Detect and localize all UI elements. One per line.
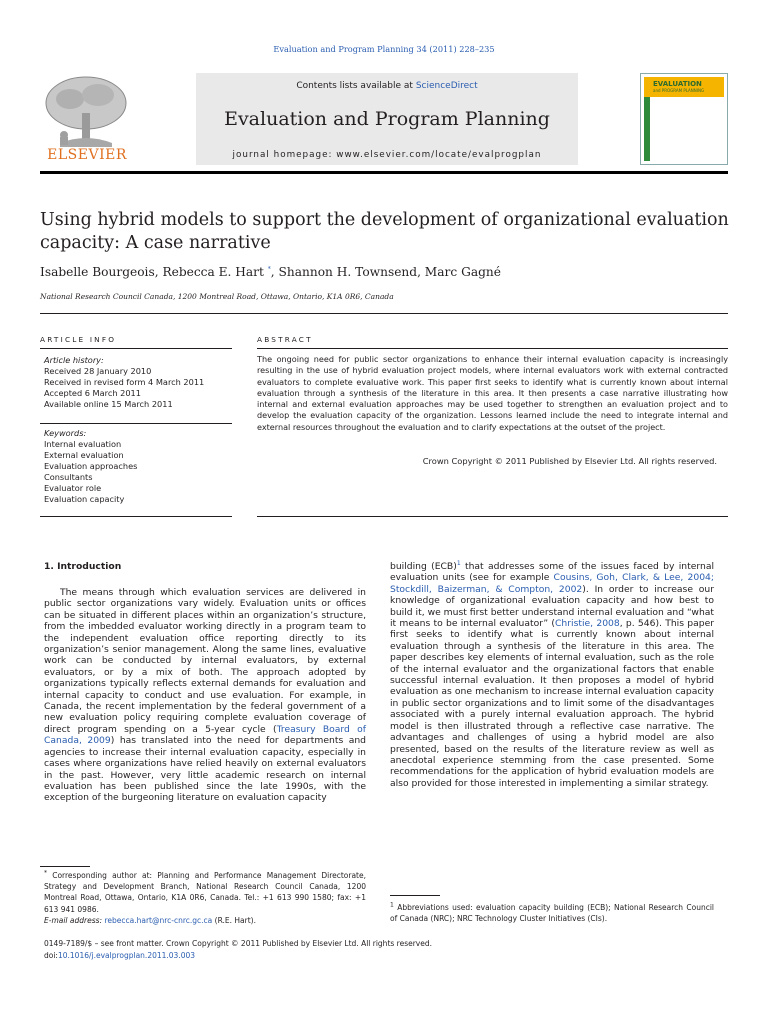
- divider: [257, 516, 728, 517]
- abstract-text: The ongoing need for public sector organizations to enhance their internal evaluation capacity is increasingly resulting in the use of hybrid evaluation project models, where internal evaluators work with external contracted evaluators to complete evaluative work. This paper first seeks to identify what is currently known about internal evaluation through a synthesis of the literature in this area. It then presents a case narrative illustrating how internal and external evaluation approaches may be used together to strengthen an evaluation project and to develop the evaluation capacity of the organization. Lessons learned include the need to integrate internal and external resources throughout the evaluation and to clarify expectations at the outset of the project.: [257, 354, 728, 432]
- journal-title: Evaluation and Program Planning: [224, 108, 550, 130]
- history-item: Received 28 January 2010: [44, 366, 152, 376]
- keyword-item: Evaluation capacity: [44, 494, 125, 504]
- article-title: Using hybrid models to support the development of organizational evaluation capacity: A case narrative: [40, 210, 729, 253]
- abstract-heading: ABSTRACT: [257, 335, 313, 344]
- footnote-mark[interactable]: 1: [456, 559, 461, 567]
- header-rule: [40, 171, 728, 174]
- issn-line: 0149-7189/$ – see front matter. Crown Copyright © 2011 Published by Elsevier Ltd. All rights reserved.: [44, 939, 433, 948]
- history-item: Available online 15 March 2011: [44, 399, 173, 409]
- abstract-copyright: Crown Copyright © 2011 Published by Elsevier Ltd. All rights reserved.: [422, 456, 717, 466]
- cover-subtitle: and PROGRAM PLANNING: [653, 88, 705, 93]
- citation-link[interactable]: Cousins, Goh, Clark, & Lee, 2004; Stockdill, Baizerman, & Compton, 2002: [390, 572, 714, 595]
- citation-link[interactable]: Christie, 2008: [555, 618, 620, 630]
- keyword-item: Evaluator role: [44, 483, 102, 493]
- sciencedirect-link[interactable]: ScienceDirect: [415, 81, 478, 91]
- journal-reference-link[interactable]: Evaluation and Program Planning 34 (2011) 228–235: [273, 44, 495, 54]
- keyword-item: Internal evaluation: [44, 439, 122, 449]
- article-info-heading: ARTICLE INFO: [40, 335, 117, 344]
- journal-cover-image: [640, 73, 728, 165]
- divider: [40, 423, 232, 424]
- corresponding-author-footnote: * Corresponding author at: Planning and Performance Management Directorate, Strategy and Development Branch, National Research Council Canada, 1200 Montreal Road, Ottawa, Ontario, K1A 0R6, Canada. Tel.: +1 613 990 1580; fax: +1 613 941 0986. E-mail address: rebecca.hart@nrc-cnrc.gc.ca (R.E. Hart).: [44, 869, 366, 925]
- divider: [257, 348, 728, 349]
- journal-homepage[interactable]: journal homepage: www.elsevier.com/locate/evalprogplan: [232, 150, 542, 160]
- body-paragraph-left: The means through which evaluation services are delivered in public sector organizations vary widely. Evaluation units or offices can be situated in different places within an organization’s structure, from the imbedded evaluator working directly in a program team to the independent evaluation office reporting directly to its organization’s senior management. Along the same lines, evaluative work can be conducted by internal evaluators, by external evaluators, or by a mix of both. The approach adopted by organizations typically reflects external demands for evaluation and internal capacity to conduct and use evaluation. For example, in Canada, the recent implementation by the federal government of a new evaluation policy requiring complete evaluation coverage of direct program spending on a 5-year cycle (Treasury Board of Canada, 2009) has translated into the need for departments and agencies to increase their internal evaluation capacity, especially in cases where organizations have relied heavily on external evaluators in the past. However, very little academic research on internal evaluation has been published since the late 1990s, with the exception of the burgeoning literature on evaluation capacity: [44, 587, 367, 804]
- doi-link[interactable]: 10.1016/j.evalprogplan.2011.03.003: [57, 950, 196, 960]
- author-list: Isabelle Bourgeois, Rebecca E. Hart *, Shannon H. Townsend, Marc Gagné: [40, 265, 501, 279]
- keyword-item: External evaluation: [44, 450, 124, 460]
- doi-line: doi:10.1016/j.evalprogplan.2011.03.003: [44, 950, 196, 960]
- history-label: Article history:: [44, 355, 104, 365]
- cover-title: EVALUATION: [653, 80, 702, 88]
- keywords: [44, 428, 232, 505]
- section-heading: 1. Introduction: [44, 561, 122, 572]
- corresponding-author-mark[interactable]: *: [267, 265, 271, 273]
- history-item: Accepted 6 March 2011: [44, 388, 141, 398]
- divider: [40, 348, 232, 349]
- elsevier-logo: [40, 73, 132, 163]
- keywords-label: Keywords:: [44, 428, 87, 438]
- footnote-rule: [40, 866, 90, 867]
- affiliation: National Research Council Canada, 1200 Montreal Road, Ottawa, Ontario, K1A 0R6, Canada: [40, 292, 394, 301]
- citation-link[interactable]: Treasury Board of Canada, 2009: [44, 723, 367, 747]
- front-matter-footer: [44, 938, 734, 961]
- divider: [40, 516, 232, 517]
- keyword-item: Consultants: [44, 472, 93, 482]
- abbreviations-footnote: $^1$ Abbreviations used: evaluation capacity building (ECB); National Research Council of Canada (NRC); NRC Technology Cluster Initiatives (CIs).: [390, 901, 715, 924]
- article-history: [44, 355, 232, 410]
- keyword-item: Evaluation approaches: [44, 461, 138, 471]
- divider: [40, 313, 728, 314]
- email-link[interactable]: rebecca.hart@nrc-cnrc.gc.ca: [104, 915, 213, 925]
- contents-line: Contents lists available at ScienceDirect: [296, 81, 478, 91]
- history-item: Received in revised form 4 March 2011: [44, 377, 205, 387]
- body-paragraph-right: building (ECB)$^1$ that addresses some of the issues faced by internal evaluation units (see for example Cousins, Goh, Clark, & Lee, 2004; Stockdill, Baizerman, & Compton, 2002). In order to increase our knowledge of organizational evaluation capacity and how best to build it, we must first better understand internal evaluation and “what it means to be internal evaluator” (Christie, 2008, p. 546). This paper first seeks to identify what is currently known about internal evaluation through a synthesis of the literature in this area. The paper describes key elements of internal evaluation, such as the role of the internal evaluator and the organizational factors that enable successful internal evaluation. It then proposes a model of hybrid evaluation as one mechanism to increase internal evaluation capacity in public sector organizations and to limit some of the disadvantages associated with a purely internal evaluation approach. The hybrid model is then illustrated through a reflective case narrative. The advantages and challenges of using a hybrid model are also presented, based on the results of the literature review as well as anecdotal experience stemming from the case presented. Some recommendations for the application of hybrid evaluation models are also provided for those interested in implementing a similar strategy.: [390, 559, 714, 789]
- footnote-rule: [390, 895, 440, 896]
- publisher-logo-text: ELSEVIER: [47, 147, 127, 163]
